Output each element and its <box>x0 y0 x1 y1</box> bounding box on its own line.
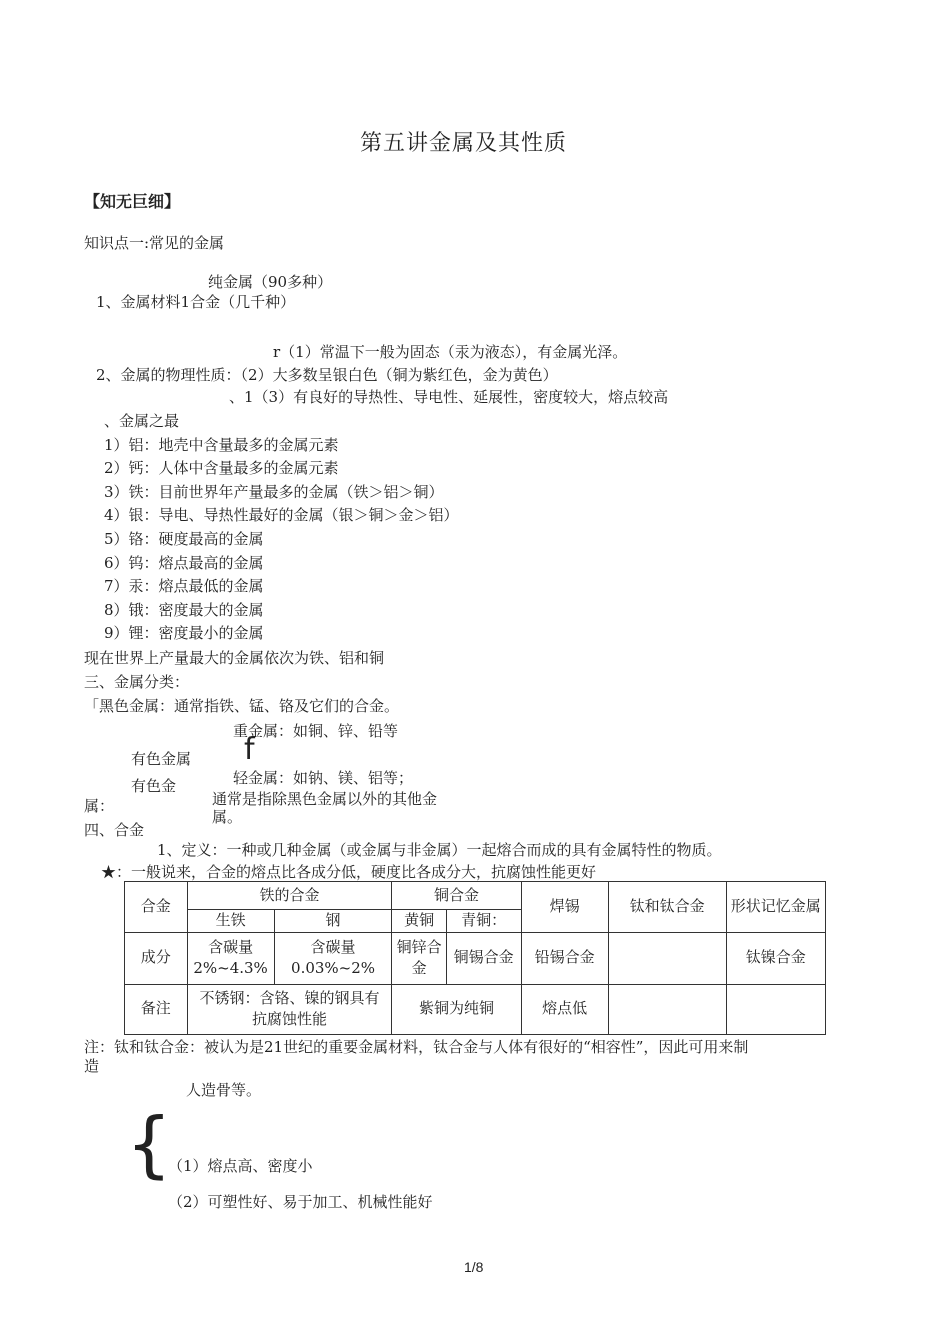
curly-brace-glyph: { <box>126 1102 172 1186</box>
metal-material-line: 1、金属材料1合金（几千种） <box>96 293 296 311</box>
comp-shape-memory: 钛镍合金 <box>726 932 825 984</box>
alloy-definition: 1、定义：一种或几种金属（或金属与非金属）一起熔合而成的具有金属特性的物质。 <box>157 841 722 859</box>
note-copper-alloy: 紫铜为纯铜 <box>392 984 521 1034</box>
alloy-table <box>124 881 826 1035</box>
brace-f-glyph: f <box>244 732 255 767</box>
property-2: （2）可塑性好、易于加工、机械性能好 <box>168 1193 433 1211</box>
superlative-item: 8）锇：密度最大的金属 <box>104 601 264 619</box>
classification-heading: 三、金属分类： <box>84 673 190 691</box>
header-shape-memory: 形状记忆金属 <box>726 882 825 933</box>
light-metal-text: 轻金属：如钠、镁、铝等； <box>233 769 414 787</box>
page-number: 1/8 <box>464 1259 484 1275</box>
pure-metal-text: 纯金属（90多种） <box>208 273 333 291</box>
section-heading: 【知无巨细】 <box>84 192 181 211</box>
superlative-item: 1）铝：地壳中含量最多的金属元素 <box>104 436 339 454</box>
page-title: 第五讲金属及其性质 <box>360 131 568 156</box>
sub-pig-iron: 生铁 <box>187 910 274 933</box>
superlative-item: 4）银：导电、导热性最好的金属（银＞铜＞金＞铝） <box>104 506 459 524</box>
comp-brass: 铜锌合金 <box>392 932 446 984</box>
sub-steel: 钢 <box>274 910 392 933</box>
knowledge-point-1: 知识点一:常见的金属 <box>84 234 225 252</box>
alloy-heading: 四、合金 <box>84 821 145 839</box>
sub-brass: 黄铜 <box>392 910 446 933</box>
nonferrous-label-2: 有色金 <box>131 777 177 795</box>
header-iron-alloy: 铁的合金 <box>187 882 392 910</box>
superlative-item: 9）锂：密度最小的金属 <box>104 624 264 642</box>
heavy-metal-text: 重金属：如铜、锌、铅等 <box>233 722 399 740</box>
superlative-item: 5）铬：硬度最高的金属 <box>104 530 264 548</box>
superlative-item: 2）钙：人体中含量最多的金属元素 <box>104 459 339 477</box>
titanium-note-2: 造 <box>84 1057 100 1075</box>
comp-bronze: 铜锡合金 <box>446 932 521 984</box>
nonferrous-definition: 通常是指除黑色金属以外的其他金 <box>212 790 438 808</box>
comp-pig-iron: 含碳量 2%~4.3% <box>187 932 274 984</box>
metal-suffix: 属： <box>84 797 115 815</box>
titanium-note: 注：钛和钛合金：被认为是21世纪的重要金属材料，钛合金与人体有很好的“相容性”，因此可用来制 <box>84 1038 749 1056</box>
physical-property-3: 、1（3）有良好的导热性、导电性、延展性，密度较大，熔点较高 <box>229 388 669 406</box>
production-note: 现在世界上产量最大的金属依次为铁、铝和铜 <box>84 649 385 667</box>
header-titanium: 钛和钛合金 <box>608 882 726 933</box>
row-label-composition: 成分 <box>125 932 188 984</box>
physical-property-1: r（1）常温下一般为固态（汞为液态），有金属光泽。 <box>273 343 628 361</box>
header-copper-alloy: 铜合金 <box>392 882 521 910</box>
header-solder: 焊锡 <box>521 882 608 933</box>
titanium-note-3: 人造骨等。 <box>186 1081 262 1099</box>
superlative-item: 3）铁：目前世界年产量最多的金属（铁＞铝＞铜） <box>104 483 444 501</box>
superlative-item: 7）汞：熔点最低的金属 <box>104 577 264 595</box>
superlatives-heading: 、金属之最 <box>104 412 180 430</box>
note-titanium <box>608 984 726 1034</box>
alloy-star-note: ★：一般说来，合金的熔点比各成分低，硬度比各成分大，抗腐蚀性能更好 <box>101 863 597 881</box>
physical-property-2: 2、金属的物理性质：（2）大多数呈银白色（铜为紫红色，金为黄色） <box>96 366 558 384</box>
nonferrous-label: 有色金属 <box>131 750 192 768</box>
header-alloy: 合金 <box>125 882 188 933</box>
ferrous-metal-text: 「黑色金属：通常指铁、锰、铬及它们的合金。 <box>84 697 400 715</box>
comp-titanium <box>608 932 726 984</box>
note-shape-memory <box>726 984 825 1034</box>
sub-bronze: 青铜： <box>446 910 521 933</box>
row-label-note: 备注 <box>125 984 188 1034</box>
property-1: （1）熔点高、密度小 <box>168 1157 313 1175</box>
note-solder: 熔点低 <box>521 984 608 1034</box>
comp-solder: 铅锡合金 <box>521 932 608 984</box>
comp-steel: 含碳量 0.03%~2% <box>274 932 392 984</box>
note-iron-alloy: 不锈钢：含铬、镍的钢具有抗腐蚀性能 <box>187 984 392 1034</box>
nonferrous-definition-2: 属。 <box>212 808 243 826</box>
superlative-item: 6）钨：熔点最高的金属 <box>104 554 264 572</box>
